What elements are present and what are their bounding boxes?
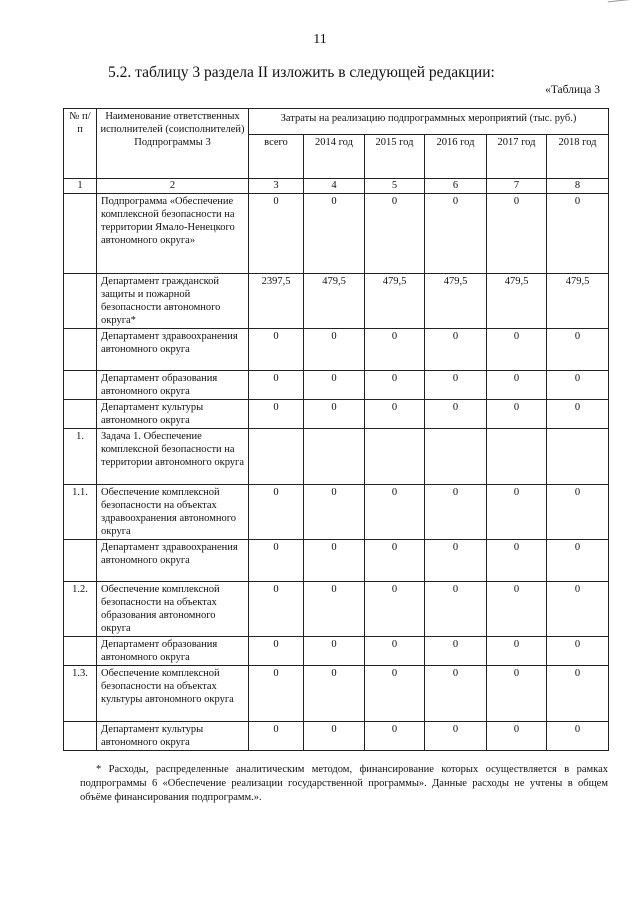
row-value	[425, 429, 487, 485]
row-value: 0	[304, 400, 365, 429]
row-value	[304, 429, 365, 485]
row-name: Обеспечение комплексной безопасности на объектах образования автономного округа	[97, 582, 249, 637]
row-value	[487, 429, 547, 485]
row-value: 0	[304, 485, 365, 540]
table-row	[64, 582, 609, 637]
row-name: Департамент здравоохранения автономного округа	[97, 329, 249, 371]
row-name: Задача 1. Обеспечение комплексной безопасности на территории автономного округа	[97, 429, 249, 485]
row-number: 1.3.	[64, 666, 97, 722]
row-name: Департамент образования автономного округа	[97, 637, 249, 666]
column-number: 2	[97, 179, 249, 194]
page-number: 11	[313, 32, 327, 47]
row-value: 0	[249, 485, 304, 540]
row-value: 0	[547, 400, 609, 429]
row-value: 0	[365, 540, 425, 582]
row-number	[64, 329, 97, 371]
header-subcol: всего	[249, 135, 304, 179]
row-value: 479,5	[304, 274, 365, 329]
row-value: 0	[249, 194, 304, 274]
row-value: 0	[365, 400, 425, 429]
table-row	[64, 371, 609, 400]
table-row	[64, 329, 609, 371]
header-row-1	[64, 109, 609, 135]
header-subcol: 2017 год	[487, 135, 547, 179]
row-value: 0	[365, 637, 425, 666]
row-value: 0	[249, 400, 304, 429]
row-value: 0	[365, 194, 425, 274]
row-value: 0	[487, 637, 547, 666]
column-number: 3	[249, 179, 304, 194]
row-number: 1.	[64, 429, 97, 485]
row-value: 0	[547, 329, 609, 371]
header-subcol: 2016 год	[425, 135, 487, 179]
table-row	[64, 722, 609, 751]
row-value: 0	[547, 637, 609, 666]
row-value: 0	[365, 722, 425, 751]
row-value: 0	[365, 329, 425, 371]
row-value: 0	[365, 582, 425, 637]
row-value: 0	[249, 540, 304, 582]
table-row	[64, 637, 609, 666]
row-value: 0	[304, 329, 365, 371]
row-value: 0	[425, 722, 487, 751]
row-value: 0	[487, 582, 547, 637]
row-value: 0	[487, 194, 547, 274]
row-value: 0	[425, 400, 487, 429]
table-row	[64, 429, 609, 485]
row-value: 0	[304, 540, 365, 582]
row-value: 0	[487, 329, 547, 371]
row-value: 0	[249, 722, 304, 751]
row-value: 0	[304, 194, 365, 274]
footnote: * Расходы, распределенные аналитическим методом, финансирование которых осуществляется в рамках подпрограммы 6 «Обеспечение реализации государственной программы». Данные расходы не учтены в общем объёме финансирования подпрограмм.».	[80, 764, 608, 803]
column-number: 6	[425, 179, 487, 194]
row-value: 0	[487, 540, 547, 582]
row-value: 0	[249, 371, 304, 400]
row-value: 0	[365, 666, 425, 722]
row-value: 2397,5	[249, 274, 304, 329]
column-number: 5	[365, 179, 425, 194]
row-number: 1.1.	[64, 485, 97, 540]
row-value	[365, 429, 425, 485]
table-row	[64, 400, 609, 429]
row-number	[64, 637, 97, 666]
row-value: 479,5	[547, 274, 609, 329]
header-name: Наименование ответственных исполнителей (соисполнителей) Подпрограммы 3	[97, 109, 249, 179]
expenses-table	[63, 108, 609, 751]
row-value: 0	[425, 485, 487, 540]
row-value: 0	[249, 637, 304, 666]
row-value: 0	[365, 371, 425, 400]
row-value: 0	[547, 666, 609, 722]
row-name: Подпрограмма «Обеспечение комплексной безопасности на территории Ямало-Ненецкого автономного округа»	[97, 194, 249, 274]
row-value: 0	[487, 666, 547, 722]
row-name: Обеспечение комплексной безопасности на объектах здравоохранения автономного округа	[97, 485, 249, 540]
column-number: 7	[487, 179, 547, 194]
row-name: Департамент культуры автономного округа	[97, 722, 249, 751]
row-value	[547, 429, 609, 485]
column-number: 8	[547, 179, 609, 194]
row-value: 0	[425, 666, 487, 722]
row-value: 0	[547, 582, 609, 637]
row-number	[64, 371, 97, 400]
row-number	[64, 400, 97, 429]
row-value: 0	[249, 582, 304, 637]
row-number	[64, 194, 97, 274]
row-value: 0	[487, 722, 547, 751]
row-value: 0	[425, 329, 487, 371]
column-numbering-row	[64, 179, 609, 194]
row-number	[64, 540, 97, 582]
row-value: 0	[487, 485, 547, 540]
header-subcol: 2018 год	[547, 135, 609, 179]
row-value: 0	[249, 329, 304, 371]
row-value	[249, 429, 304, 485]
row-value: 0	[304, 722, 365, 751]
row-number: 1.2.	[64, 582, 97, 637]
row-name: Департамент культуры автономного округа	[97, 400, 249, 429]
row-value: 0	[249, 666, 304, 722]
table-body	[64, 194, 609, 751]
row-value: 0	[547, 722, 609, 751]
row-name: Обеспечение комплексной безопасности на объектах культуры автономного округа	[97, 666, 249, 722]
table-row	[64, 194, 609, 274]
row-value: 479,5	[425, 274, 487, 329]
row-value: 0	[304, 637, 365, 666]
header-number: № п/п	[64, 109, 97, 179]
section-heading: 5.2. таблицу 3 раздела II изложить в следующей редакции:	[108, 64, 495, 81]
table-row	[64, 540, 609, 582]
row-value: 0	[304, 371, 365, 400]
table-row	[64, 274, 609, 329]
row-name: Департамент образования автономного округа	[97, 371, 249, 400]
row-value: 0	[425, 194, 487, 274]
column-number: 1	[64, 179, 97, 194]
table-reference: «Таблица 3	[545, 84, 600, 96]
header-subcol: 2014 год	[304, 135, 365, 179]
row-value: 0	[547, 540, 609, 582]
column-number: 4	[304, 179, 365, 194]
row-value: 479,5	[487, 274, 547, 329]
row-value: 0	[304, 582, 365, 637]
row-number	[64, 722, 97, 751]
row-value: 0	[304, 666, 365, 722]
row-value: 0	[547, 194, 609, 274]
row-value: 0	[425, 582, 487, 637]
row-value: 0	[487, 371, 547, 400]
table-row	[64, 485, 609, 540]
table-row	[64, 666, 609, 722]
scan-corner-mark	[608, 0, 634, 6]
row-value: 0	[547, 371, 609, 400]
row-value: 0	[425, 540, 487, 582]
header-subcol: 2015 год	[365, 135, 425, 179]
row-value: 0	[425, 637, 487, 666]
row-name: Департамент здравоохранения автономного округа	[97, 540, 249, 582]
row-value: 0	[425, 371, 487, 400]
header-expenses-group: Затраты на реализацию подпрограммных мероприятий (тыс. руб.)	[249, 109, 609, 135]
row-value: 0	[487, 400, 547, 429]
row-number	[64, 274, 97, 329]
row-value: 0	[547, 485, 609, 540]
row-value: 0	[365, 485, 425, 540]
row-value: 479,5	[365, 274, 425, 329]
row-name: Департамент гражданской защиты и пожарной безопасности автономного округа*	[97, 274, 249, 329]
